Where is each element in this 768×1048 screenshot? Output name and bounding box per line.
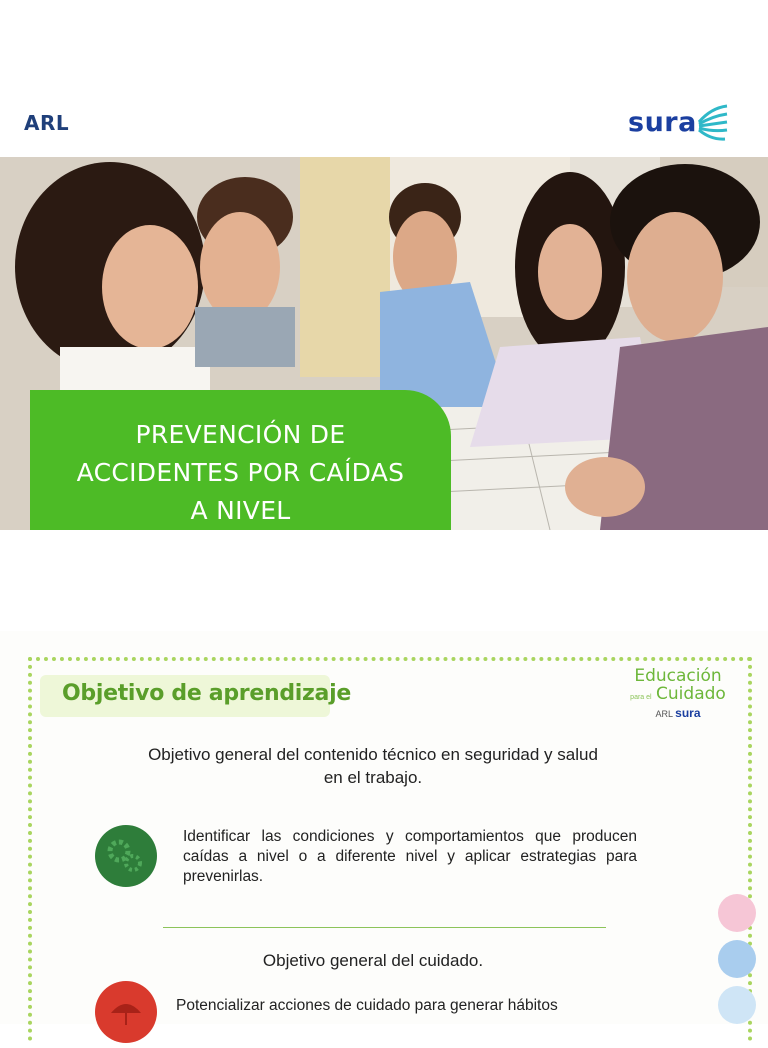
logo-line2-wrap (628, 685, 728, 704)
objective-item-1: Identificar las condiciones y comportamientos que producen caídas a nivel o a diferente nivel y aplicar estrategias para prevenirlas. (183, 828, 637, 885)
educacion-cuidado-logo (628, 667, 728, 720)
care-subheading: Objetivo general del cuidado. (262, 951, 484, 970)
logo-line2: Cuidado (656, 684, 726, 704)
sura-swoosh-icon (697, 102, 729, 142)
gears-icon (95, 825, 157, 887)
intro-text: Objetivo general del contenido técnico en seguridad y salud en el trabajo. (148, 745, 598, 787)
nav-button-2[interactable] (718, 940, 756, 978)
objective-item-2: Potencializar acciones de cuidado para generar hábitos (176, 997, 558, 1014)
title-slide (0, 95, 768, 530)
logo-arl: ARL (655, 709, 673, 719)
umbrella-icon (95, 981, 157, 1043)
divider (163, 927, 606, 928)
slide-header (0, 95, 768, 157)
sura-logo-text: sura (628, 106, 697, 138)
logo-sura: sura (675, 706, 701, 720)
logo-small: para el (630, 694, 652, 701)
logo-line1: Educación (634, 666, 722, 686)
nav-button-1[interactable] (718, 894, 756, 932)
section-heading: Objetivo de aprendizaje (62, 681, 351, 706)
title-banner (30, 390, 451, 530)
sura-logo (628, 101, 729, 143)
logo-arl-sura (628, 706, 728, 720)
team-photo (0, 157, 768, 530)
nav-button-3[interactable] (718, 986, 756, 1024)
objectives-slide (0, 631, 768, 1024)
slide-title: PREVENCIÓN DE ACCIDENTES POR CAÍDAS A NIVEL (76, 419, 405, 525)
arl-logo: ARL (24, 111, 70, 135)
